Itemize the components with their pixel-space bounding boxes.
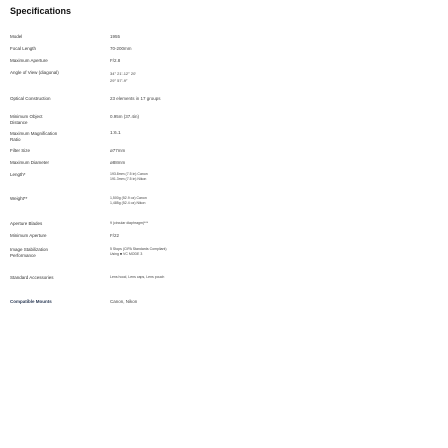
spec-value: Lens hood, Lens caps, Lens pouch <box>110 275 165 279</box>
spec-label: Model <box>10 34 23 39</box>
spec-value: 1,500g (52.9 oz) Canon 1,485g (52.4 oz) Nikon <box>110 196 147 205</box>
spec-value: 70-200mm <box>110 46 132 51</box>
spec-label: Length* <box>10 172 26 177</box>
spec-label: Minimum Aperture <box>10 233 47 238</box>
spec-value: F/22 <box>110 233 120 238</box>
spec-value: F/2.8 <box>110 58 121 63</box>
spec-row-minimum-object-distance <box>10 114 350 131</box>
spec-row-filter-size <box>10 148 350 160</box>
spec-row-optical-construction <box>10 96 350 114</box>
spec-value: 23 elements in 17 groups <box>110 96 161 101</box>
spec-row-maximum-magnification-ratio <box>10 131 350 148</box>
spec-value: 9 (circular diaphragm)*** <box>110 221 149 225</box>
spec-row-minimum-aperture <box>10 233 350 247</box>
spec-value: 34° 21'-12° 20' 29° 57'-9° <box>110 71 137 83</box>
spec-row-weight <box>10 196 350 221</box>
spec-value: ø88mm <box>110 160 126 165</box>
spec-label: Maximum Diameter <box>10 160 50 165</box>
spec-label: Optical Construction <box>10 96 51 101</box>
spec-row-angle-of-view <box>10 70 350 96</box>
spec-label: Focal Length <box>10 46 37 51</box>
spec-label: Compatible Mounts <box>10 299 52 304</box>
spec-value: 1955 <box>110 34 121 39</box>
spec-label: Angle of View (diagonal) <box>10 70 59 75</box>
spec-value: Canon, Nikon <box>110 299 138 304</box>
spec-label: Minimum Object Distance <box>10 114 43 125</box>
spec-value: 193.8mm (7.5 in) Canon 191.3mm (7.5 in) Nikon <box>110 172 148 181</box>
spec-row-length <box>10 172 350 196</box>
spec-row-aperture-blades <box>10 221 350 233</box>
spec-label: Maximum Aperture <box>10 58 48 63</box>
spec-label: Aperture Blades <box>10 221 43 226</box>
spec-value: 1:6.1 <box>110 131 121 136</box>
spec-row-maximum-aperture <box>10 58 350 70</box>
spec-label: Maximum Magnification Ratio <box>10 131 58 142</box>
spec-row-model <box>10 34 350 46</box>
spec-value: ø77mm <box>110 148 126 153</box>
spec-label: Weight** <box>10 196 28 201</box>
spec-value: 0.95m (37.4in) <box>110 114 140 119</box>
spec-label: Standard Accessories <box>10 275 54 280</box>
spec-row-compatible-mounts <box>10 299 350 311</box>
spec-row-standard-accessories <box>10 275 350 293</box>
spec-row-image-stabilization <box>10 247 350 275</box>
spec-label: Image Stabilization Performance <box>10 247 49 258</box>
spec-row-maximum-diameter <box>10 160 350 172</box>
spec-row-focal-length <box>10 46 350 58</box>
spec-value: 5 Stops (CIPA Standards Compliant) Using ■ VC MODE 3 <box>110 247 167 256</box>
specifications-list <box>10 34 350 311</box>
spec-label: Filter Size <box>10 148 31 153</box>
page-title: Specifications <box>10 6 72 16</box>
